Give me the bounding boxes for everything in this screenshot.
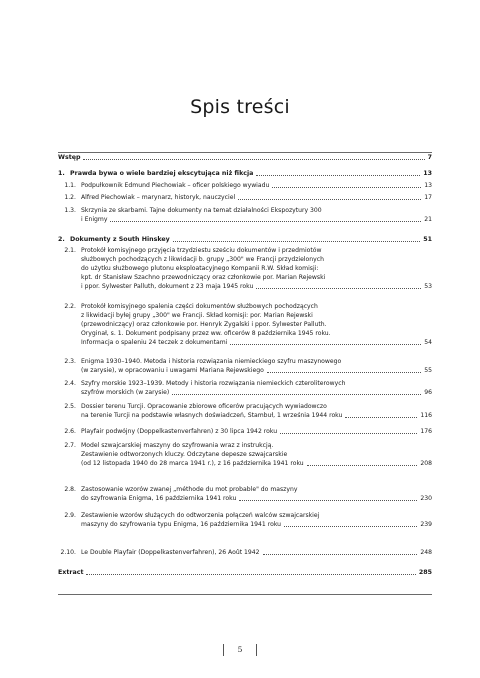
entry-page: 7	[427, 154, 432, 161]
entry-page: 239	[420, 521, 432, 528]
page-title: Spis treści	[190, 96, 290, 118]
toc-entry-sub[interactable]	[58, 411, 432, 420]
dot-leader	[280, 433, 417, 434]
entry-number: 2.9.	[64, 512, 76, 519]
entry-number: 2.7.	[64, 442, 76, 449]
entry-page: 248	[420, 549, 432, 556]
toc-entry-line	[58, 206, 432, 215]
entry-text: Le Double Playfair (Doppelkastenverfahren), 26 Août 1942	[81, 549, 260, 556]
toc-entry-line	[58, 511, 432, 520]
dot-leader	[239, 500, 417, 501]
entry-page: 21	[424, 216, 432, 223]
entry-page: 13	[423, 170, 432, 177]
dot-leader	[256, 175, 420, 176]
entry-page: 55	[424, 367, 432, 374]
dot-leader	[267, 372, 421, 373]
entry-number: 2.8.	[64, 486, 76, 493]
entry-number: 1.	[58, 170, 65, 177]
entry-text: Zestawienie odtworzonych kluczy. Odczytane depesze szwajcarskie	[81, 451, 288, 458]
entry-page: 13	[424, 182, 432, 189]
toc-entry-sub[interactable]	[58, 459, 432, 468]
toc-entry-line	[58, 329, 432, 338]
dot-leader	[86, 574, 415, 575]
toc-entry-sub[interactable]	[58, 388, 432, 397]
entry-page: 208	[420, 460, 432, 467]
entry-text: Enigma 1930–1940. Metoda i historia rozwiązania niemieckiego szyfru maszynowego	[81, 358, 342, 365]
toc-entry-line	[58, 264, 432, 273]
entry-text: (od 12 listopada 1940 do 28 marca 1941 r.), z 16 października 1941 roku	[81, 460, 304, 467]
dot-leader	[173, 241, 420, 242]
entry-text: szyfrów morskich (w zarysie)	[81, 389, 170, 396]
entry-number: 2.4.	[64, 380, 76, 387]
toc-entry-sub[interactable]	[58, 494, 432, 503]
entry-text: Protokół komisyjnego spalenia części dokumentów służbowych pochodzących	[81, 303, 318, 310]
toc-entry-line	[58, 402, 432, 411]
page-number: 5	[237, 645, 243, 654]
entry-page: 285	[418, 569, 432, 576]
toc-entry-line	[58, 273, 432, 282]
entry-page: 17	[424, 194, 432, 201]
toc-entry-line	[58, 450, 432, 459]
entry-text: i ppor. Sylwester Palluth, dokument z 23 maja 1945 roku	[81, 283, 254, 290]
entry-text: Alfred Piechowiak – marynarz, historyk, nauczyciel	[81, 194, 236, 201]
entry-number: 1.1.	[64, 182, 76, 189]
toc-entry-sub[interactable]	[58, 520, 432, 529]
entry-title: Dokumenty z South Hinskey	[70, 236, 170, 243]
dot-leader	[230, 344, 421, 345]
dot-leader	[272, 187, 421, 188]
entry-text: do użytku służbowego plutonu eksploatacyjnego Kompanii R.W. Skład komisji:	[81, 265, 319, 272]
dot-leader	[284, 526, 417, 527]
toc-entry-line	[58, 311, 432, 320]
entry-text: służbowych pochodzących z likwidacji b. grupy „300" we Francji przydzielonych	[81, 256, 324, 263]
dot-leader	[263, 554, 418, 555]
dot-leader	[256, 288, 421, 289]
entry-number: 2.5.	[64, 403, 76, 410]
toc-entry-sub[interactable]	[58, 215, 432, 224]
dot-leader	[172, 394, 421, 395]
dot-leader	[238, 199, 421, 200]
footer-left-bar	[223, 644, 224, 656]
page-footer	[0, 644, 480, 656]
entry-text: (przewodniczący) oraz członkowie por. Henryk Zygalski i ppor. Sylwester Palluth.	[81, 321, 327, 328]
toc-entry-main[interactable]	[58, 169, 432, 178]
entry-text: Dossier terenu Turcji. Opracowanie zbiorowe oficerów pracujących wywiadowczo	[81, 403, 327, 410]
entry-number: 2.10.	[60, 549, 76, 556]
entry-text: i Enigmy	[81, 216, 108, 223]
entry-number: 2.3.	[64, 358, 76, 365]
entry-number: 1.3.	[64, 207, 76, 214]
toc-entry-line	[58, 379, 432, 388]
entry-text: Protokół komisyjnego przyjęcia trzydziestu sześciu dokumentów i przedmiotów	[81, 247, 322, 254]
toc-entry-line	[58, 485, 432, 494]
entry-text: Skrzynia ze skarbami. Tajne dokumenty na temat działalności Ekspozytury 300	[81, 207, 322, 214]
toc-entry-sub[interactable]	[58, 193, 432, 202]
entry-title: Extract	[58, 569, 84, 576]
entry-text: z likwidacji byłej grupy „300" we Francji. Skład komisji: por. Marian Rejewski	[81, 312, 313, 319]
entry-text: Model szwajcarskiej maszyny do szyfrowania wraz z instrukcją.	[81, 442, 274, 449]
entry-page: 230	[420, 495, 432, 502]
entry-title: Wstęp	[58, 154, 81, 161]
toc-entry-sub[interactable]	[58, 338, 432, 347]
dot-leader	[307, 465, 418, 466]
toc-entry-main[interactable]	[58, 235, 432, 244]
entry-number: 2.6.	[64, 428, 76, 435]
dot-leader	[345, 417, 417, 418]
toc-entry-line	[58, 441, 432, 450]
entry-text: na terenie Turcji na podstawie własnych doświadczeń, Stambuł, 1 września 1944 roku	[81, 412, 343, 419]
toc-entry-main[interactable]	[58, 568, 432, 577]
entry-text: do szyfrowania Enigma, 16 października 1941 roku	[81, 495, 237, 502]
bottom-rule	[58, 594, 432, 595]
entry-page: 51	[423, 236, 432, 243]
entry-text: Zastosowanie wzorów zwanej „méthode du mot probable" do maszyny	[81, 486, 298, 493]
toc-entry-main[interactable]	[58, 153, 432, 162]
entry-text: maszyny do szyfrowania typu Enigma, 16 października 1941 roku	[81, 521, 282, 528]
toc-entry-line	[58, 255, 432, 264]
dot-leader	[110, 221, 421, 222]
dot-leader	[83, 159, 424, 160]
entry-number: 2.	[58, 236, 65, 243]
entry-page: 176	[420, 428, 432, 435]
entry-text: Podpułkownik Edmund Piechowiak – oficer polskiego wywiadu	[81, 182, 270, 189]
entry-number: 1.2.	[64, 194, 76, 201]
toc-entry-sub[interactable]	[58, 181, 432, 190]
toc-entry-sub[interactable]	[58, 282, 432, 291]
toc-entry-sub[interactable]	[58, 366, 432, 375]
toc-entry-line	[58, 246, 432, 255]
entry-page: 54	[424, 339, 432, 346]
entry-page: 53	[424, 283, 432, 290]
toc-entry-line	[58, 302, 432, 311]
entry-text: Zestawienie wzorów służących do odtworzenia połączeń walców szwajcarskiej	[81, 512, 320, 519]
entry-text: kpt. dr Stanisław Szachno przewodniczący oraz członkowie por. Marian Rejewski	[81, 274, 326, 281]
entry-page: 96	[424, 389, 432, 396]
toc-entry-line	[58, 320, 432, 329]
footer-right-bar	[256, 644, 257, 656]
toc-entry-sub[interactable]	[58, 548, 432, 557]
entry-title: Prawda bywa o wiele bardziej ekscytująca niż fikcja	[70, 170, 254, 177]
toc-entry-line	[58, 357, 432, 366]
entry-text: (w zarysie), w opracowaniu i uwagami Mariana Rejewskiego	[81, 367, 264, 374]
entry-text: Playfair podwójny (Doppelkastenverfahren) z 30 lipca 1942 roku	[81, 428, 278, 435]
entry-text: Szyfry morskie 1923–1939. Metody i historia rozwiązania niemieckich czteroliterowych	[81, 380, 346, 387]
entry-text: Oryginał, s. 1. Dokument podpisany przez ww. oficerów 8 października 1945 roku.	[81, 330, 331, 337]
entry-number: 2.2.	[64, 303, 76, 310]
entry-text: Informacja o spaleniu 24 teczek z dokumentami	[81, 339, 228, 346]
entry-number: 2.1.	[64, 247, 76, 254]
entry-page: 116	[420, 412, 432, 419]
toc-entry-sub[interactable]	[58, 427, 432, 436]
